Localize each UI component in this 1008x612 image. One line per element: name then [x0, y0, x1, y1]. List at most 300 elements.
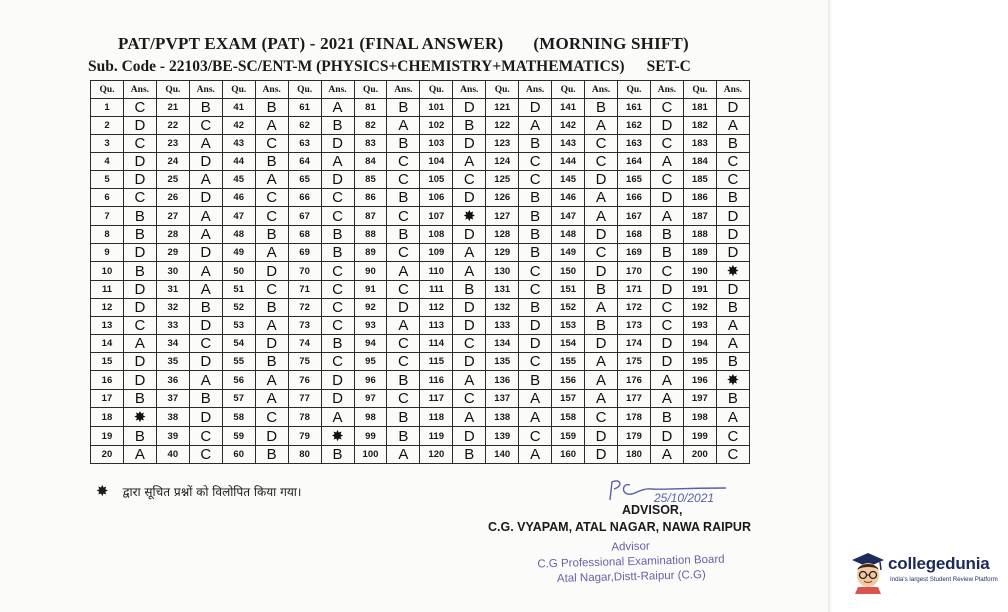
question-number: 54 [222, 335, 255, 353]
question-number: 72 [288, 299, 321, 317]
question-number: 6 [91, 189, 124, 207]
deleted-question-mark: ✸ [716, 371, 749, 390]
deleted-question-mark: ✸ [453, 207, 486, 226]
question-number: 173 [618, 317, 651, 335]
answer-column-header: Ans. [387, 81, 420, 99]
question-number: 94 [354, 335, 387, 353]
question-number: 85 [354, 171, 387, 189]
set-label: SET-C [646, 58, 691, 75]
question-number: 49 [222, 244, 255, 262]
answer-option: B [387, 427, 420, 446]
question-number: 34 [156, 335, 189, 353]
question-number: 141 [552, 99, 585, 117]
answer-option: B [650, 226, 683, 244]
question-number: 158 [552, 408, 585, 427]
question-number: 134 [486, 335, 519, 353]
question-number: 136 [486, 371, 519, 390]
question-number: 9 [91, 244, 124, 262]
answer-option: A [519, 390, 552, 408]
answer-option: C [255, 189, 288, 207]
question-number: 23 [156, 135, 189, 153]
answer-option: B [716, 135, 749, 153]
question-number: 119 [420, 427, 453, 446]
question-number: 61 [288, 99, 321, 117]
paper-edge [828, 0, 832, 612]
answer-option: A [321, 99, 354, 117]
answer-option: A [387, 446, 420, 464]
question-number: 83 [354, 135, 387, 153]
question-number: 124 [486, 153, 519, 171]
answer-option: C [387, 281, 420, 299]
answer-option: C [716, 427, 749, 446]
question-number: 104 [420, 153, 453, 171]
question-number: 168 [618, 226, 651, 244]
advisor-title: ADVISOR, [622, 503, 683, 517]
answer-option: A [453, 371, 486, 390]
question-number: 84 [354, 153, 387, 171]
answer-option: B [123, 427, 156, 446]
question-number: 138 [486, 408, 519, 427]
answer-option: A [321, 153, 354, 171]
question-number: 55 [222, 353, 255, 371]
question-number: 71 [288, 281, 321, 299]
answer-option: C [650, 171, 683, 189]
question-number: 90 [354, 262, 387, 281]
table-row [91, 335, 750, 353]
answer-option: D [453, 135, 486, 153]
question-number: 7 [91, 207, 124, 226]
answer-option: C [321, 353, 354, 371]
answer-option: C [321, 281, 354, 299]
answer-option: B [519, 207, 552, 226]
answer-option: A [387, 117, 420, 135]
question-number: 3 [91, 135, 124, 153]
question-number: 28 [156, 226, 189, 244]
question-number: 81 [354, 99, 387, 117]
answer-option: C [321, 207, 354, 226]
answer-option: C [387, 244, 420, 262]
question-number: 105 [420, 171, 453, 189]
table-row [91, 446, 750, 464]
question-number: 156 [552, 371, 585, 390]
answer-option: B [519, 299, 552, 317]
answer-option: D [189, 189, 222, 207]
answer-option: C [585, 153, 618, 171]
question-number: 125 [486, 171, 519, 189]
student-mascot-icon [848, 550, 888, 594]
table-row [91, 353, 750, 371]
answer-option: A [650, 390, 683, 408]
question-number: 99 [354, 427, 387, 446]
question-column-header: Qu. [486, 81, 519, 99]
question-number: 91 [354, 281, 387, 299]
answer-option: B [716, 390, 749, 408]
question-number: 70 [288, 262, 321, 281]
question-column-header: Qu. [288, 81, 321, 99]
question-number: 192 [683, 299, 716, 317]
answer-option: D [519, 99, 552, 117]
answer-option: A [255, 371, 288, 390]
answer-option: D [387, 299, 420, 317]
answer-column-header: Ans. [716, 81, 749, 99]
table-row [91, 317, 750, 335]
answer-option: B [519, 135, 552, 153]
question-number: 117 [420, 390, 453, 408]
answer-option: D [650, 281, 683, 299]
table-row [91, 189, 750, 207]
answer-option: D [189, 353, 222, 371]
answer-option: A [585, 353, 618, 371]
question-number: 62 [288, 117, 321, 135]
question-number: 160 [552, 446, 585, 464]
answer-option: C [453, 171, 486, 189]
answer-column-header: Ans. [123, 81, 156, 99]
table-row [91, 408, 750, 427]
title-text: PAT/PVPT EXAM (PAT) - 2021 (FINAL ANSWER) [118, 34, 504, 53]
answer-option: A [189, 226, 222, 244]
question-number: 43 [222, 135, 255, 153]
answer-option: C [321, 317, 354, 335]
question-number: 86 [354, 189, 387, 207]
question-number: 27 [156, 207, 189, 226]
question-number: 174 [618, 335, 651, 353]
answer-option: B [123, 207, 156, 226]
question-number: 53 [222, 317, 255, 335]
table-row [91, 117, 750, 135]
answer-option: B [519, 189, 552, 207]
answer-option: D [123, 244, 156, 262]
table-row [91, 135, 750, 153]
question-number: 97 [354, 390, 387, 408]
answer-option: B [387, 371, 420, 390]
question-number: 79 [288, 427, 321, 446]
question-number: 162 [618, 117, 651, 135]
question-number: 116 [420, 371, 453, 390]
answer-option: D [123, 371, 156, 390]
question-number: 4 [91, 153, 124, 171]
answer-option: C [255, 408, 288, 427]
question-number: 164 [618, 153, 651, 171]
answer-option: D [255, 335, 288, 353]
question-number: 145 [552, 171, 585, 189]
answer-option: C [123, 135, 156, 153]
question-number: 73 [288, 317, 321, 335]
answer-option: B [321, 446, 354, 464]
answer-column-header: Ans. [650, 81, 683, 99]
question-number: 163 [618, 135, 651, 153]
table-row [91, 262, 750, 281]
brand-name: collegedunia [888, 554, 990, 573]
question-number: 112 [420, 299, 453, 317]
question-number: 183 [683, 135, 716, 153]
deleted-questions-note [96, 482, 301, 500]
question-number: 166 [618, 189, 651, 207]
question-number: 18 [91, 408, 124, 427]
question-number: 100 [354, 446, 387, 464]
deleted-star-icon: ✸ [96, 482, 109, 500]
question-number: 180 [618, 446, 651, 464]
question-number: 10 [91, 262, 124, 281]
answer-option: D [453, 353, 486, 371]
answer-option: D [321, 371, 354, 390]
answer-option: D [650, 189, 683, 207]
answer-option: C [519, 353, 552, 371]
question-number: 45 [222, 171, 255, 189]
question-number: 146 [552, 189, 585, 207]
question-number: 68 [288, 226, 321, 244]
question-number: 189 [683, 244, 716, 262]
answer-option: C [716, 171, 749, 189]
footnote-text: द्वारा सूचित प्रश्नों को विलोपित किया गया। [122, 485, 302, 499]
answer-option: A [255, 117, 288, 135]
answer-column-header: Ans. [189, 81, 222, 99]
table-row [91, 427, 750, 446]
question-number: 179 [618, 427, 651, 446]
answer-option: D [453, 99, 486, 117]
question-number: 82 [354, 117, 387, 135]
answer-option: A [453, 153, 486, 171]
answer-option: D [321, 171, 354, 189]
question-number: 88 [354, 226, 387, 244]
table-row [91, 171, 750, 189]
question-number: 108 [420, 226, 453, 244]
answer-option: D [650, 427, 683, 446]
question-number: 29 [156, 244, 189, 262]
answer-option: A [255, 390, 288, 408]
question-number: 26 [156, 189, 189, 207]
question-number: 148 [552, 226, 585, 244]
question-number: 185 [683, 171, 716, 189]
answer-option: A [189, 281, 222, 299]
answer-option: C [387, 153, 420, 171]
question-number: 197 [683, 390, 716, 408]
answer-option: C [189, 427, 222, 446]
question-number: 107 [420, 207, 453, 226]
question-number: 131 [486, 281, 519, 299]
answer-option: D [585, 226, 618, 244]
question-number: 111 [420, 281, 453, 299]
deleted-question-mark: ✸ [716, 262, 749, 281]
question-number: 199 [683, 427, 716, 446]
question-number: 169 [618, 244, 651, 262]
answer-option: B [387, 189, 420, 207]
answer-option: A [189, 371, 222, 390]
question-number: 20 [91, 446, 124, 464]
question-number: 147 [552, 207, 585, 226]
question-number: 178 [618, 408, 651, 427]
question-number: 149 [552, 244, 585, 262]
question-number: 38 [156, 408, 189, 427]
answer-option: D [321, 135, 354, 153]
question-number: 167 [618, 207, 651, 226]
answer-option: D [123, 117, 156, 135]
question-number: 77 [288, 390, 321, 408]
question-number: 13 [91, 317, 124, 335]
answer-option: D [123, 281, 156, 299]
question-number: 153 [552, 317, 585, 335]
answer-option: B [255, 153, 288, 171]
answer-column-header: Ans. [519, 81, 552, 99]
question-number: 12 [91, 299, 124, 317]
question-number: 165 [618, 171, 651, 189]
question-number: 57 [222, 390, 255, 408]
question-number: 14 [91, 335, 124, 353]
answer-option: C [255, 281, 288, 299]
question-number: 46 [222, 189, 255, 207]
answer-option: C [387, 171, 420, 189]
question-number: 126 [486, 189, 519, 207]
question-number: 176 [618, 371, 651, 390]
advisor-organization: C.G. VYAPAM, ATAL NAGAR, NAWA RAIPUR [488, 520, 751, 534]
answer-option: D [650, 353, 683, 371]
question-number: 74 [288, 335, 321, 353]
answer-option: C [519, 262, 552, 281]
answer-option: D [189, 408, 222, 427]
question-number: 120 [420, 446, 453, 464]
answer-option: B [453, 117, 486, 135]
answer-option: C [650, 99, 683, 117]
question-number: 41 [222, 99, 255, 117]
answer-option: D [716, 99, 749, 117]
question-number: 115 [420, 353, 453, 371]
answer-option: A [453, 244, 486, 262]
answer-option: C [387, 207, 420, 226]
answer-option: B [519, 226, 552, 244]
question-column-header: Qu. [222, 81, 255, 99]
question-number: 196 [683, 371, 716, 390]
answer-option: A [189, 207, 222, 226]
question-number: 66 [288, 189, 321, 207]
answer-option: C [189, 117, 222, 135]
answer-option: A [650, 207, 683, 226]
answer-option: D [123, 353, 156, 371]
question-number: 154 [552, 335, 585, 353]
question-number: 157 [552, 390, 585, 408]
question-number: 2 [91, 117, 124, 135]
answer-option: B [716, 299, 749, 317]
answer-option: C [716, 446, 749, 464]
question-number: 36 [156, 371, 189, 390]
question-number: 65 [288, 171, 321, 189]
question-number: 109 [420, 244, 453, 262]
question-column-header: Qu. [618, 81, 651, 99]
answer-option: D [716, 281, 749, 299]
question-number: 33 [156, 317, 189, 335]
answer-option: B [321, 244, 354, 262]
answer-option: D [716, 244, 749, 262]
answer-option: C [650, 135, 683, 153]
question-number: 87 [354, 207, 387, 226]
question-number: 8 [91, 226, 124, 244]
question-number: 123 [486, 135, 519, 153]
question-number: 58 [222, 408, 255, 427]
brand-tagline: India's largest Student Review Platform [890, 576, 998, 583]
question-number: 129 [486, 244, 519, 262]
question-number: 42 [222, 117, 255, 135]
answer-option: B [716, 353, 749, 371]
question-number: 161 [618, 99, 651, 117]
answer-option: D [123, 171, 156, 189]
answer-option: C [453, 390, 486, 408]
question-number: 96 [354, 371, 387, 390]
question-number: 140 [486, 446, 519, 464]
answer-option: B [519, 371, 552, 390]
answer-option: B [255, 299, 288, 317]
signature-date: 25/10/2021 [654, 491, 715, 505]
answer-option: B [189, 99, 222, 117]
question-number: 200 [683, 446, 716, 464]
answer-option: A [585, 207, 618, 226]
answer-option: C [123, 99, 156, 117]
answer-option: D [189, 317, 222, 335]
question-number: 78 [288, 408, 321, 427]
question-number: 190 [683, 262, 716, 281]
answer-option: D [585, 171, 618, 189]
answer-option: A [519, 408, 552, 427]
question-number: 17 [91, 390, 124, 408]
answer-option: A [255, 244, 288, 262]
question-number: 30 [156, 262, 189, 281]
question-number: 47 [222, 207, 255, 226]
question-number: 122 [486, 117, 519, 135]
answer-option: D [321, 390, 354, 408]
question-number: 102 [420, 117, 453, 135]
deleted-question-mark: ✸ [321, 427, 354, 446]
stamp-line-1: Advisor [611, 540, 650, 554]
question-number: 15 [91, 353, 124, 371]
answer-option: C [123, 317, 156, 335]
answer-option: B [123, 390, 156, 408]
question-number: 50 [222, 262, 255, 281]
answer-option: B [387, 135, 420, 153]
question-number: 67 [288, 207, 321, 226]
question-number: 155 [552, 353, 585, 371]
answer-option: A [123, 446, 156, 464]
question-number: 128 [486, 226, 519, 244]
answer-option: B [255, 446, 288, 464]
collegedunia-watermark[interactable] [848, 550, 1008, 594]
question-number: 137 [486, 390, 519, 408]
answer-option: D [453, 427, 486, 446]
answer-option: D [716, 207, 749, 226]
question-number: 95 [354, 353, 387, 371]
answer-option: D [585, 427, 618, 446]
answer-option: D [453, 299, 486, 317]
question-number: 150 [552, 262, 585, 281]
answer-option: C [519, 171, 552, 189]
answer-option: D [453, 226, 486, 244]
question-number: 172 [618, 299, 651, 317]
question-number: 132 [486, 299, 519, 317]
question-number: 135 [486, 353, 519, 371]
question-number: 198 [683, 408, 716, 427]
exam-title [118, 34, 738, 54]
question-number: 69 [288, 244, 321, 262]
answer-option: A [255, 317, 288, 335]
question-number: 106 [420, 189, 453, 207]
answer-option: C [321, 299, 354, 317]
answer-option: C [255, 135, 288, 153]
question-number: 159 [552, 427, 585, 446]
question-number: 121 [486, 99, 519, 117]
answer-option: C [519, 427, 552, 446]
answer-option: A [650, 446, 683, 464]
question-number: 32 [156, 299, 189, 317]
question-number: 64 [288, 153, 321, 171]
question-column-header: Qu. [683, 81, 716, 99]
answer-option: C [650, 317, 683, 335]
table-row [91, 244, 750, 262]
